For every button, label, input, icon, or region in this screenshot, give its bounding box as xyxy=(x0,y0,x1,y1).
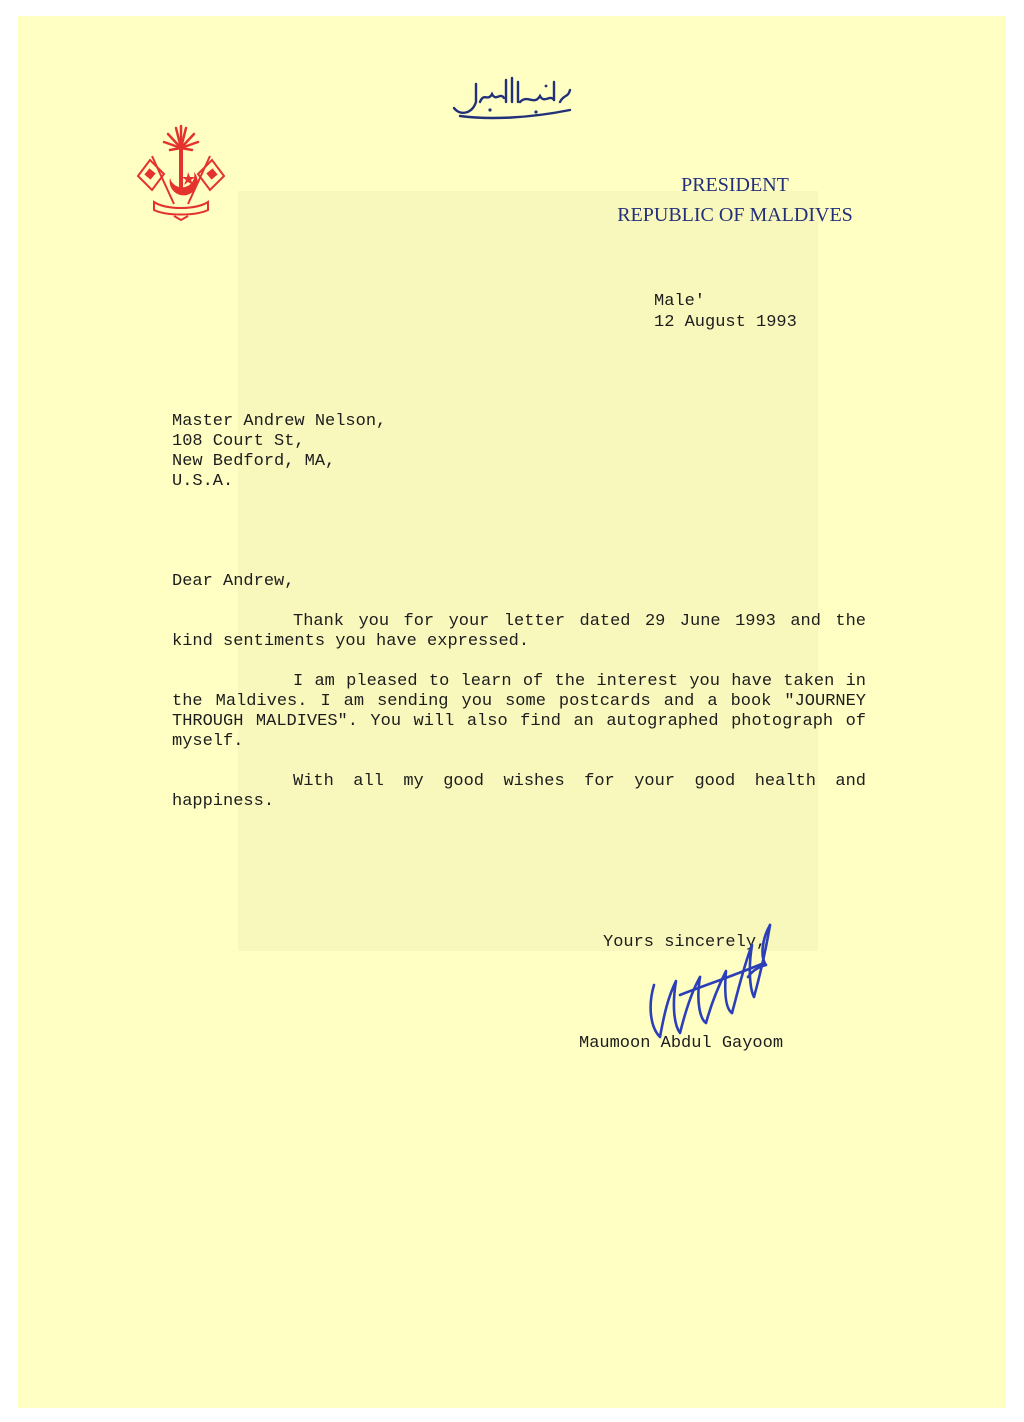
letterhead-line-2: REPUBLIC OF MALDIVES xyxy=(617,204,853,226)
body-paragraph-1-text: Thank you for your letter dated 29 June 1993 and the kind sentiments you have expressed. xyxy=(172,612,866,651)
recipient-line-2: 108 Court St, xyxy=(172,432,305,451)
letterhead-title xyxy=(560,170,910,230)
recipient-line-1: Master Andrew Nelson, xyxy=(172,412,387,431)
salutation: Dear Andrew, xyxy=(172,572,295,591)
handwritten-signature xyxy=(640,905,780,1050)
state-emblem-icon xyxy=(130,120,232,222)
body-paragraph-2-text: I am pleased to learn of the interest you have taken in the Maldives. I am sending you some postcards and a book "JOURNEY THROUGH MALDIVES". You will also find an autographed photograph of myself. xyxy=(172,672,866,751)
letter-date: 12 August 1993 xyxy=(654,313,797,332)
letterhead-line-1: PRESIDENT xyxy=(681,174,789,196)
body-paragraph-3-text: With all my good wishes for your good health and happiness. xyxy=(172,772,866,811)
closing: Yours sincerely, xyxy=(603,933,767,952)
paper-shadow xyxy=(238,191,818,951)
recipient-line-4: U.S.A. xyxy=(172,472,234,491)
body-paragraph-1 xyxy=(172,612,866,652)
basmala-calligraphy xyxy=(450,72,575,120)
signatory-name: Maumoon Abdul Gayoom xyxy=(579,1034,784,1053)
recipient-line-3: New Bedford, MA, xyxy=(172,452,336,471)
letter-place: Male' xyxy=(654,292,706,311)
body-paragraph-2 xyxy=(172,672,866,752)
body-paragraph-3 xyxy=(172,772,866,812)
